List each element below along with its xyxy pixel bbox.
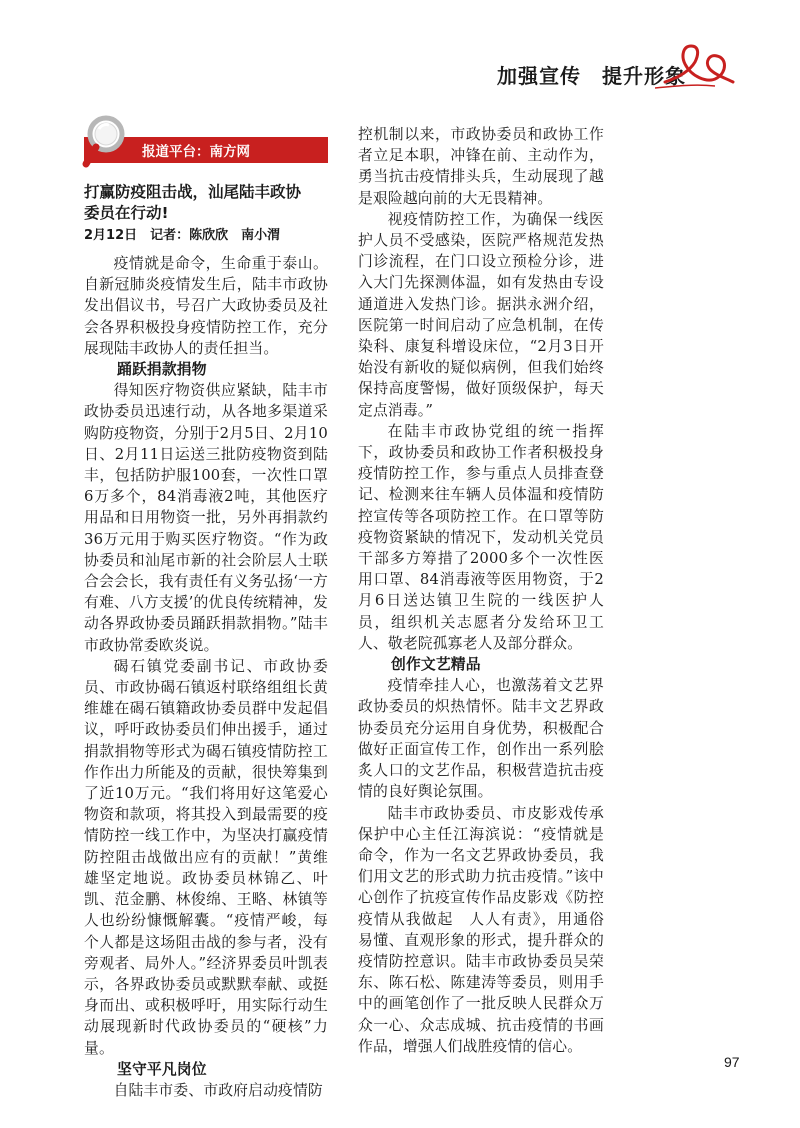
- left-column: [84, 253, 328, 1101]
- right-column: [358, 124, 604, 1057]
- paragraph: 视疫情防控工作，为确保一线医护人员不受感染，医院严格规范发热门诊流程，在门口设立预检分诊，进入大门先探测体温，如有发热由专设通道进入发热门诊。据洪永洲介绍，医院第一时间启动了应急机制，在传染科、康复科增设床位，“2月3日开始没有新收的疑似病例，但我们始终保持高度警惕，做好顶级保护，每天定点消毒。”: [358, 210, 604, 419]
- section-heading: 创作文艺精品: [391, 656, 481, 674]
- paragraph: 自陆丰市委、市政府启动疫情防: [113, 1081, 323, 1099]
- section-heading: 踊跃捐款捐物: [117, 361, 207, 379]
- page-number: 97: [724, 1054, 740, 1070]
- platform-label: 报道平台：南方网: [142, 144, 250, 160]
- article-title: [84, 182, 324, 224]
- paragraph: 碣石镇党委副书记、市政协委员、市政协碣石镇返村联络组组长黄维雄在碣石镇籍政协委员群中发起倡议，呼吁政协委员们伸出援手，通过捐款捐物等形式为碣石镇疫情防控工作作出力所能及的贡献，很快筹集到了近10万元。“我们将用好这笔爱心物资和款项，将其投入到最需要的疫情防控一线工作中，为坚决打赢疫情防控阻击战做出应有的贡献！”黄维雄坚定地说。政协委员林锦乙、叶凯、范金鹏、林俊绵、王略、林镇等人也纷纷慷慨解囊。“疫情严峻，每个人都是这场阻击战的参与者，没有旁观者、局外人。”经济界委员叶凯表示，各界政协委员或默默奉献、或挺身而出、或积极呼吁，用实际行动生动展现新时代政协委员的“硬核”力量。: [84, 657, 328, 1057]
- article-title-line1: 打赢防疫阻击战，汕尾陆丰政协: [84, 183, 302, 201]
- section-heading: 坚守平凡岗位: [117, 1060, 207, 1078]
- paragraph: 疫情牵挂人心，也激荡着文艺界政协委员的炽热情怀。陆丰文艺界政协委员充分运用自身优势，积极配合做好正面宣传工作，创作出一系列脍炙人口的文艺作品，积极营造抗击疫情的良好舆论氛围。: [358, 677, 604, 801]
- header-title: 加强宣传 提升形象: [497, 64, 686, 88]
- magnifier-icon: [78, 112, 138, 170]
- paragraph: 控机制以来，市政协委员和政协工作者立足本职，冲锋在前、主动作为，勇当抗击疫情排头兵，生动展现了越是艰险越向前的大无畏精神。: [358, 126, 604, 207]
- paragraph: 陆丰市政协委员、市皮影戏传承保护中心主任江海滨说：“疫情就是命令，作为一名文艺界政协委员，我们用文艺的形式助力抗击疫情。”该中心创作了抗疫宣传作品皮影戏《防控疫情从我做起 人人有责》，用通俗易懂、直观形象的形式，提升群众的疫情防控意识。陆丰市政协委员吴荣东、陈石松、陈建涛等委员，则用手中的画笔创作了一批反映人民群众万众一心、众志成城、抗击疫情的书画作品，增强人们战胜疫情的信心。: [358, 804, 604, 1055]
- paragraph: 得知医疗物资供应紧缺，陆丰市政协委员迅速行动，从各地多渠道采购防疫物资，分别于2月5日、2月10日、2月11日运送三批防疫物资到陆丰，包括防护服100套，一次性口罩6万多个，84消毒液2吨，其他医疗用品和日用物资一批，另外再捐款约36万元用于购买医疗物资。“作为政协委员和汕尾市新的社会阶层人士联合会会长，我有责任有义务弘扬‘一方有难、八方支援’的优良传统精神，发动各界政协委员踊跃捐款捐物。”陆丰市政协常委欧炎说。: [84, 382, 329, 654]
- heart-ribbon-icon: [655, 42, 735, 92]
- paragraph: 在陆丰市政协党组的统一指挥下，政协委员和政协工作者积极投身疫情防控工作，参与重点人员排查登记、检测来往车辆人员体温和疫情防控宣传等各项防控工作。在口罩等防疫物资紧缺的情况下，发动机关党员干部多方筹措了2000多个一次性医用口罩、84消毒液等医用物资，于2月6日送达镇卫生院的一线医护人员，组织机关志愿者分发给环卫工人、敬老院孤寡老人及部分群众。: [358, 422, 604, 652]
- article-title-line2: 委员在行动!: [84, 204, 169, 222]
- paragraph: 疫情就是命令，生命重于泰山。自新冠肺炎疫情发生后，陆丰市政协发出倡议书，号召广大政协委员及社会各界积极投身疫情防控工作，充分展现陆丰政协人的责任担当。: [84, 255, 328, 357]
- article-byline: 2月12日 记者：陈欣欣 南小渭: [84, 228, 281, 243]
